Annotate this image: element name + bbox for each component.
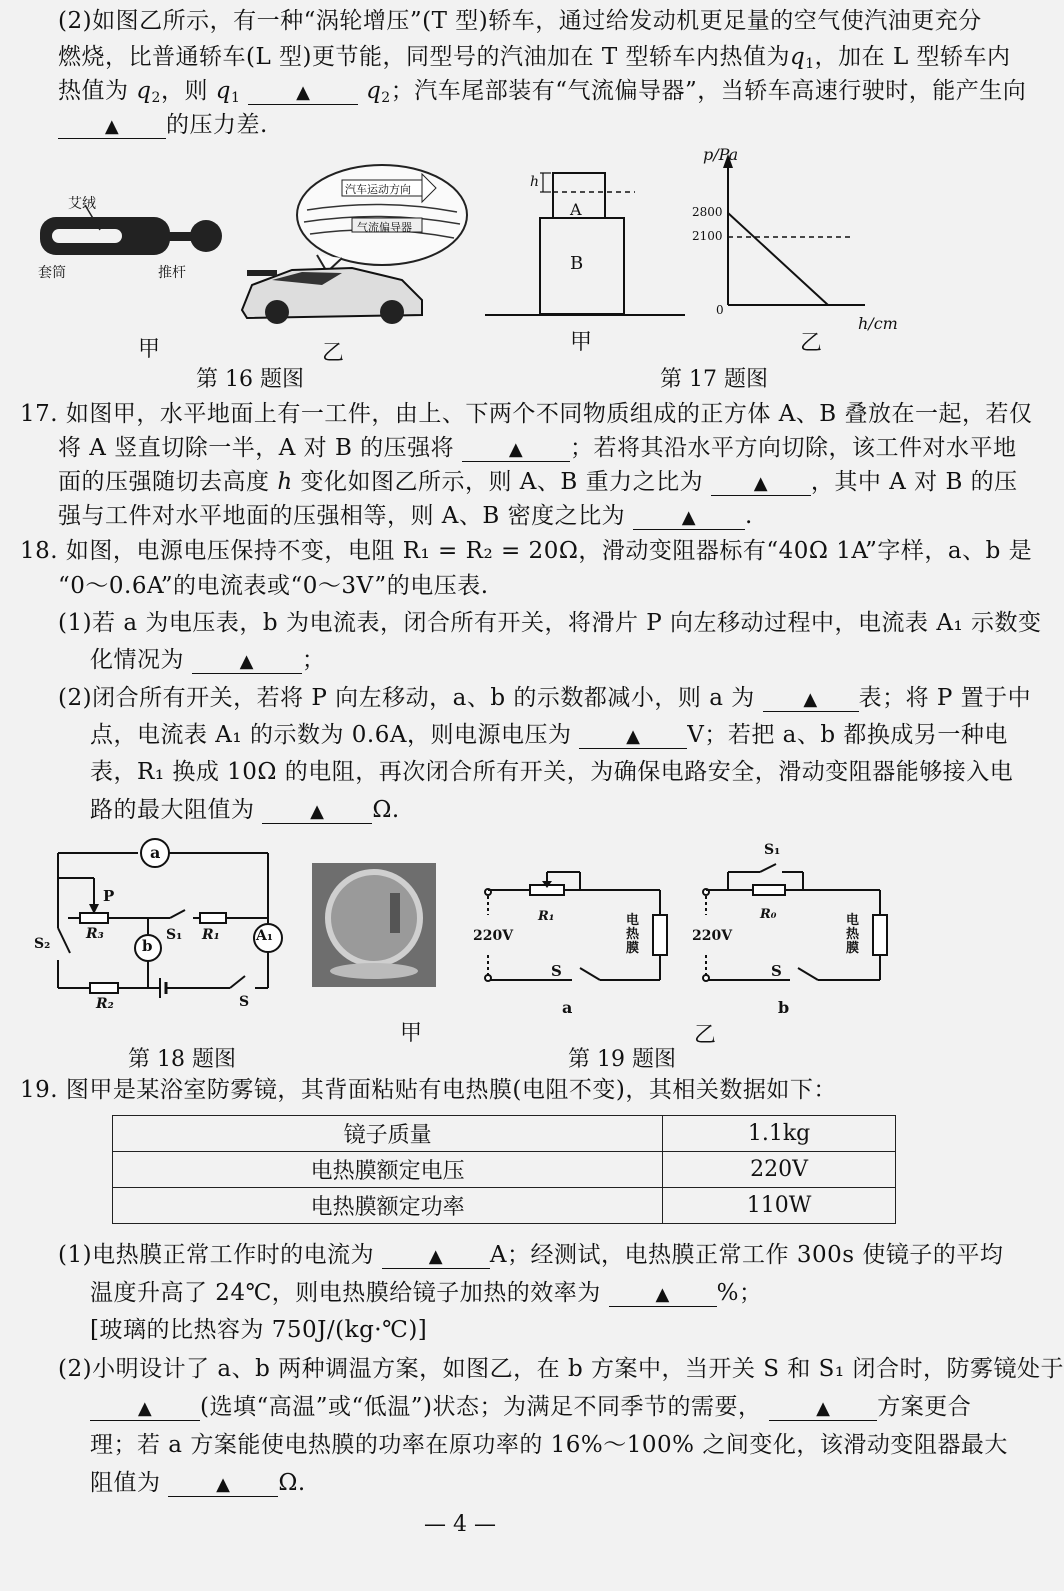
label-P: P xyxy=(103,887,115,905)
answer-blank[interactable]: ▲ xyxy=(168,1470,278,1497)
answer-blank[interactable]: ▲ xyxy=(58,112,166,139)
q16-line2: 燃烧，比普通轿车(L 型)更节能，同型号的汽油加在 T 型轿车内热值为$q_1$，加在 L 型轿车内 xyxy=(58,44,1011,72)
q18-line8: 路的最大阻值为 ▲ Ω. xyxy=(90,797,400,823)
label-scheme-a: a xyxy=(562,998,573,1017)
label-A1: A₁ xyxy=(256,928,273,944)
label-jia-16: 甲 xyxy=(138,337,161,362)
q19-line6: ▲ (选填“高温”或“低温”)状态；为满足不同季节的需要， ▲ 方案更合 xyxy=(90,1390,971,1424)
q19-line7: 理；若 a 方案能使电热膜的功率在原功率的 16%～100% 之间变化，该滑动变阻器最大 xyxy=(90,1432,1008,1458)
q19-line2: (1)电热膜正常工作时的电流为 ▲ A；经测试，电热膜正常工作 300s 使镜子的平均 xyxy=(58,1242,1004,1268)
q18-line1: 18. 如图，电源电压保持不变，电阻 R₁ = R₂ = 20Ω，滑动变阻器标有“40Ω 1A”字样，a、b 是 xyxy=(20,538,1033,564)
label-block-A: A xyxy=(570,200,582,219)
label-film-b: 电热膜 xyxy=(846,913,860,956)
answer-blank[interactable]: ▲ xyxy=(192,647,302,674)
label-taotong: 套筒 xyxy=(38,265,66,281)
table-row xyxy=(113,1152,896,1188)
label-S1-18: S₁ xyxy=(166,927,183,943)
label-jia-17: 甲 xyxy=(570,330,593,355)
label-R3: R₃ xyxy=(86,926,104,942)
q17-figure-jia-blocks xyxy=(485,165,685,325)
page-number: — 4 — xyxy=(424,1512,496,1537)
label-aisong: 艾绒 xyxy=(68,196,96,212)
answer-blank[interactable]: ▲ xyxy=(763,685,859,712)
label-R2: R₂ xyxy=(96,996,114,1012)
q17-line2: 将 A 竖直切除一半，A 对 B 的压强将 ▲ ；若将其沿水平方向切除，该工件对水平地 xyxy=(58,435,1017,461)
answer-blank[interactable]: ▲ xyxy=(609,1280,717,1307)
table-cell: 1.1kg xyxy=(663,1116,896,1152)
label-h-jia: h xyxy=(530,174,540,190)
q18-line7: 表，R₁ 换成 10Ω 的电阻，再次闭合所有开关，为确保电路安全，滑动变阻器能够接入电 xyxy=(90,759,1014,785)
answer-blank[interactable]: ▲ xyxy=(382,1242,490,1269)
q18-line5: (2)闭合所有开关，若将 P 向左移动，a、b 的示数都减小，则 a 为 ▲ 表；将 P 置于中 xyxy=(58,685,1032,711)
caption-q19: 第 19 题图 xyxy=(568,1047,676,1072)
q16-line4: ▲ 的压力差. xyxy=(58,108,268,142)
label-R1-18: R₁ xyxy=(202,927,220,943)
label-deflector: 气流偏导器 xyxy=(357,221,412,234)
q19-line8: 阻值为 ▲ Ω. xyxy=(90,1470,306,1496)
label-block-B: B xyxy=(570,253,584,274)
label-meter-b: b xyxy=(142,937,153,955)
q19-line1: 19. 图甲是某浴室防雾镜，其背面粘贴有电热膜(电阻不变)，其相关数据如下： xyxy=(20,1077,837,1103)
label-film-a: 电热膜 xyxy=(626,913,640,956)
q16-line1: (2)如图乙所示，有一种“涡轮增压”(T 型)轿车，通过给发动机更足量的空气使汽油更充分 xyxy=(58,8,982,34)
answer-blank[interactable]: ▲ xyxy=(711,469,811,496)
label-R1-19: R₁ xyxy=(538,909,555,924)
label-scheme-b: b xyxy=(778,998,790,1017)
label-S-19b: S xyxy=(771,962,782,980)
label-meter-a: a xyxy=(150,843,161,862)
caption-q18: 第 18 题图 xyxy=(128,1047,236,1072)
answer-blank[interactable]: ▲ xyxy=(579,722,687,749)
answer-blank[interactable]: ▲ xyxy=(769,1394,877,1421)
label-R0: R₀ xyxy=(760,907,777,922)
q19-line4: [玻璃的比热容为 750J/(kg·℃)] xyxy=(90,1317,428,1343)
label-yaxis: p/Pa xyxy=(703,145,739,164)
q18-line3: (1)若 a 为电压表，b 为电流表，闭合所有开关，将滑片 P 向左移动过程中，电流表 A₁ 示数变 xyxy=(58,610,1042,636)
label-xaxis: h/cm xyxy=(858,314,898,333)
q17-line4: 强与工件对水平地面的压强相等，则 A、B 密度之比为 ▲ . xyxy=(58,503,753,529)
q17-line3: 面的压强随切去高度 h 变化如图乙所示，则 A、B 重力之比为 ▲ ，其中 A 对 B 的压 xyxy=(58,469,1018,495)
label-yi-19: 乙 xyxy=(694,1023,717,1048)
label-yi-16: 乙 xyxy=(322,341,345,366)
table-cell: 电热膜额定电压 xyxy=(113,1152,663,1188)
q18-line4: 化情况为 ▲ ； xyxy=(90,647,326,673)
caption-q17: 第 17 题图 xyxy=(660,367,768,392)
q19-data-table xyxy=(112,1115,896,1224)
label-jia-19: 甲 xyxy=(400,1021,423,1046)
label-S-18: S xyxy=(239,994,250,1010)
q18-circuit xyxy=(30,838,290,1008)
q16-line3: 热值为 $q_2$，则 $q_1$ ▲ $q_2$；汽车尾部装有“气流偏导器”，当轿车高速行驶时，能产生向 xyxy=(58,78,1027,106)
q19-line5: (2)小明设计了 a、b 两种调温方案，如图乙，在 b 方案中，当开关 S 和 S₁ 闭合时，防雾镜处于 xyxy=(58,1356,1064,1382)
table-row xyxy=(113,1188,896,1224)
answer-blank[interactable]: ▲ xyxy=(462,435,570,462)
table-row xyxy=(113,1116,896,1152)
answer-blank[interactable]: ▲ xyxy=(262,797,372,824)
answer-blank[interactable]: ▲ xyxy=(90,1394,200,1421)
q19-circuit-b xyxy=(698,858,898,990)
q19-circuit-a xyxy=(480,860,680,990)
table-cell: 220V xyxy=(663,1152,896,1188)
table-cell: 电热膜额定功率 xyxy=(113,1188,663,1224)
q18-line6: 点，电流表 A₁ 的示数为 0.6A，则电源电压为 ▲ V；若把 a、b 都换成另一种电 xyxy=(90,722,1008,748)
label-220V-b: 220V xyxy=(692,928,733,944)
tick-2800: 2800 xyxy=(692,205,723,219)
table-cell: 镜子质量 xyxy=(113,1116,663,1152)
q19-figure-jia-mirror-photo xyxy=(312,863,436,987)
label-car-direction: 汽车运动方向 xyxy=(345,183,411,196)
label-S1-19: S₁ xyxy=(764,842,781,858)
label-S-19a: S xyxy=(551,962,562,980)
tick-origin: 0 xyxy=(716,303,724,317)
q19-line3: 温度升高了 24℃，则电热膜给镜子加热的效率为 ▲ %； xyxy=(90,1280,763,1306)
label-tuigan: 推杆 xyxy=(158,265,186,281)
label-220V-a: 220V xyxy=(473,928,514,944)
table-cell: 110W xyxy=(663,1188,896,1224)
answer-blank[interactable]: ▲ xyxy=(633,503,745,530)
label-yi-17: 乙 xyxy=(800,331,823,356)
q17-line1: 17. 如图甲，水平地面上有一工件，由上、下两个不同物质组成的正方体 A、B 叠放在一起，若仅 xyxy=(20,401,1033,427)
tick-2100: 2100 xyxy=(692,229,723,243)
caption-q16: 第 16 题图 xyxy=(196,367,304,392)
answer-blank[interactable]: ▲ xyxy=(248,78,358,105)
q18-line2: “0～0.6A”的电流表或“0～3V”的电压表. xyxy=(58,573,489,599)
label-S2: S₂ xyxy=(34,936,51,952)
